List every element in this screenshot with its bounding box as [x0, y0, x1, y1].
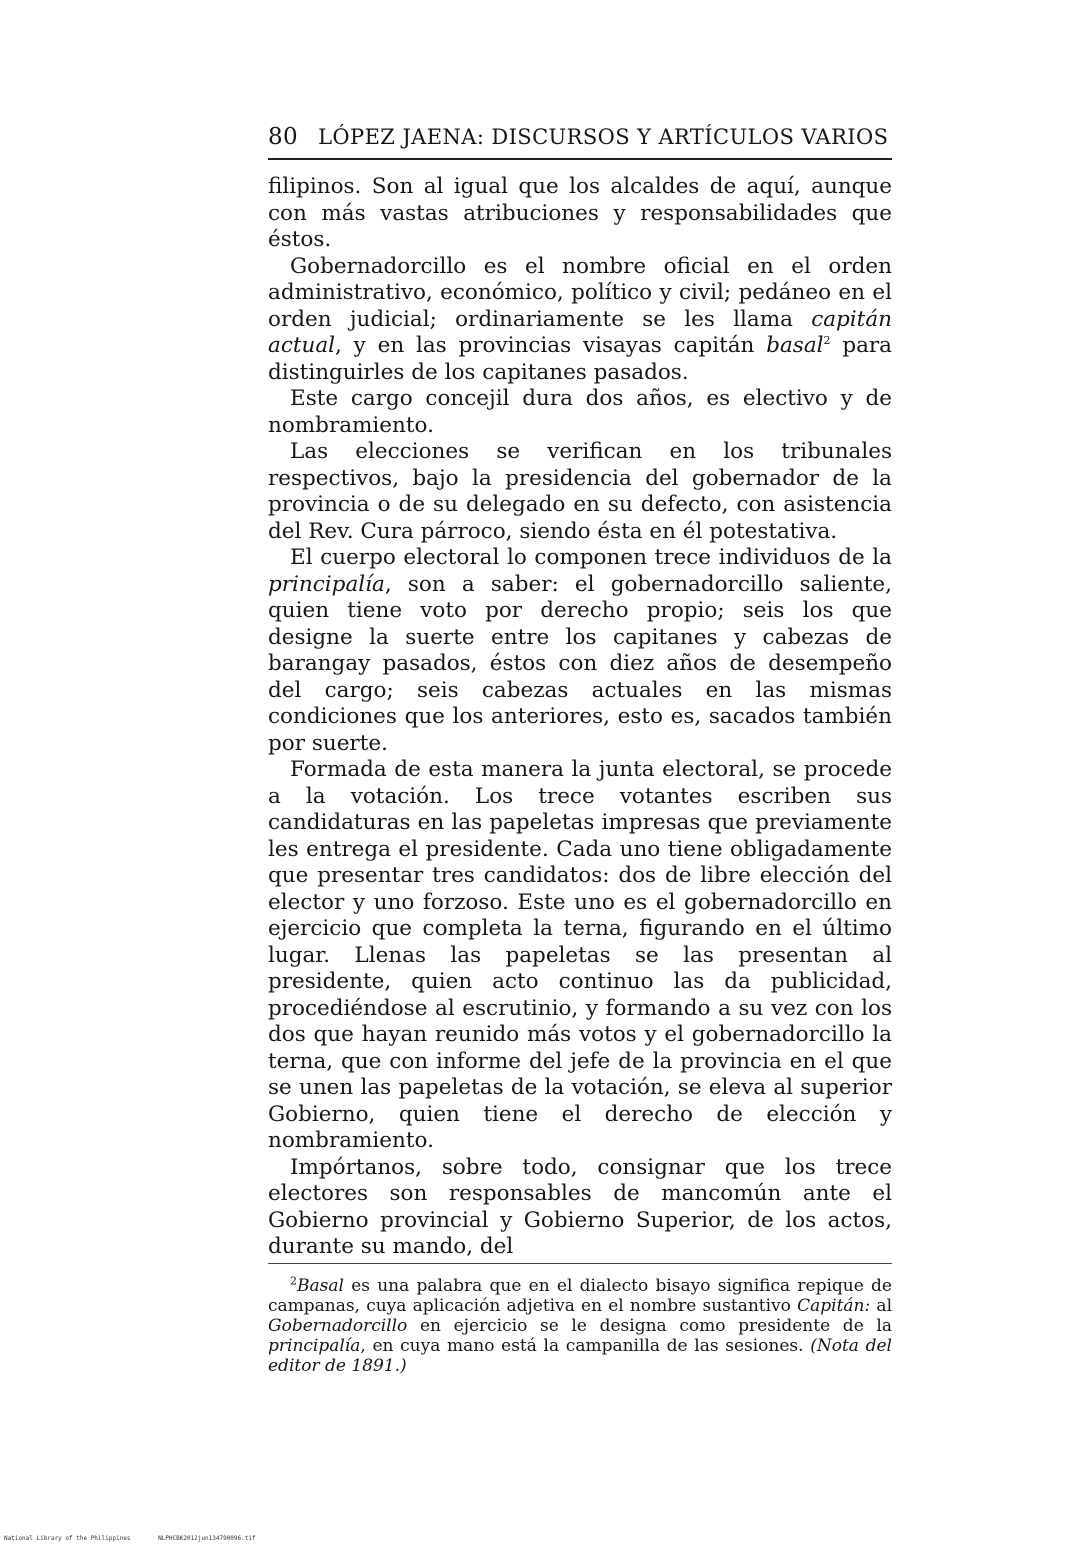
- footnote-text-f: en ejercicio se le designa como presidente de la: [407, 1315, 892, 1336]
- paragraph-1: filipinos. Son al igual que los alcaldes de aquí, aunque con más vastas atribuciones y responsabilidades que éstos.: [268, 174, 892, 252]
- paragraph-6: Formada de esta manera la junta electoral, se procede a la votación. Los trece votantes escriben sus candidaturas en las papeletas impresas que previamente les entrega el presidente. Cada uno tiene obligadamente que presentar tres candidatos: dos de libre elección del elector y uno forzoso. Este uno es el gobernadorcillo en ejercicio que completa la terna, figurando en el último lugar. Llenas las papeletas se las presentan al presidente, quien acto continuo las da publicidad, procediéndose al escrutinio, y formando a su vez con los dos que hayan reunido más votos y el gobernadorcillo la terna, que con informe del jefe de la provincia en el que se unen las papeletas de la votación, se eleva al superior Gobierno, quien tiene el derecho de elección y nombramiento.: [268, 757, 892, 1153]
- paragraph-5-text-c: , son a saber: el gobernadorcillo saliente, quien tiene voto por derecho propio; seis los que designe la suerte entre los capitanes y cabezas de barangay pasados, éstos con diez años de desempeño del cargo; seis cabezas actuales en las mismas condiciones que los anteriores, esto es, sacados también por suerte.: [268, 571, 892, 756]
- body-text: [268, 174, 892, 1261]
- footnote-text-h: , en cuya mano está la campanilla de las sesiones.: [360, 1335, 811, 1356]
- paragraph-5-text-a: El cuerpo electoral lo componen trece individuos de la: [290, 545, 892, 570]
- paragraph-3: Este cargo concejil dura dos años, es electivo y de nombramiento.: [268, 386, 892, 438]
- footnotes: [268, 1263, 892, 1376]
- running-title: LÓPEZ JAENA: DISCURSOS Y ARTÍCULOS VARIOS: [318, 125, 889, 149]
- paragraph-2-text-e: para distinguirles de los capitanes pasados.: [268, 333, 893, 385]
- paragraph-2-italic-basal: basal: [766, 333, 824, 358]
- footnote-text-d: al: [870, 1295, 893, 1316]
- footnote-italic-gobernadorcillo: Gobernadorcillo: [268, 1315, 408, 1336]
- scan-library-name: National Library of the Philippines: [4, 1535, 131, 1542]
- paragraph-2-italic-capitan-actual: capitán actual: [268, 306, 892, 358]
- footnote-text-b: es una palabra que en el dialecto bisayo significa repique de campanas, cuya aplicación adjetiva en el nombre sustantivo: [268, 1275, 892, 1316]
- paragraph-2-text-a: Gobernadorcillo es el nombre oficial en el orden administrativo, económico, político y civil; pedáneo en el orden judicial; ordinariamente se les llama: [268, 253, 892, 332]
- scan-footer: [4, 1535, 280, 1542]
- page-number: 80: [268, 124, 299, 150]
- running-header: [268, 124, 892, 160]
- footnote-italic-principalia: principalía: [268, 1335, 361, 1356]
- book-page: [268, 124, 892, 1376]
- footnote-ref-2: 2: [823, 333, 831, 347]
- paragraph-2-text-c: , y en las provincias visayas capitán: [335, 333, 767, 358]
- footnote-marker: 2: [290, 1273, 297, 1287]
- paragraph-4: Las elecciones se verifican en los tribunales respectivos, bajo la presidencia del gobernador de la provincia o de su delegado en su defecto, con asistencia del Rev. Cura párroco, siendo ésta en él potestativa.: [268, 439, 892, 544]
- scan-file-id: NLPHCBK2012jun134790096.tif: [158, 1535, 256, 1542]
- paragraph-7: Impórtanos, sobre todo, consignar que los trece electores son responsables de mancomún ante el Gobierno provincial y Gobierno Superior, de los actos, durante su mando, del: [268, 1154, 892, 1259]
- paragraph-5-italic-principalia: principalía: [268, 571, 385, 597]
- footnote-2: [268, 1273, 893, 1376]
- paragraph-2: [268, 254, 892, 387]
- footnote-italic-basal: Basal: [297, 1275, 344, 1296]
- paragraph-5: [268, 545, 892, 757]
- footnote-editor-note: (Nota del editor de 1891.): [268, 1335, 892, 1376]
- footnote-italic-capitan: Capitán:: [797, 1295, 871, 1316]
